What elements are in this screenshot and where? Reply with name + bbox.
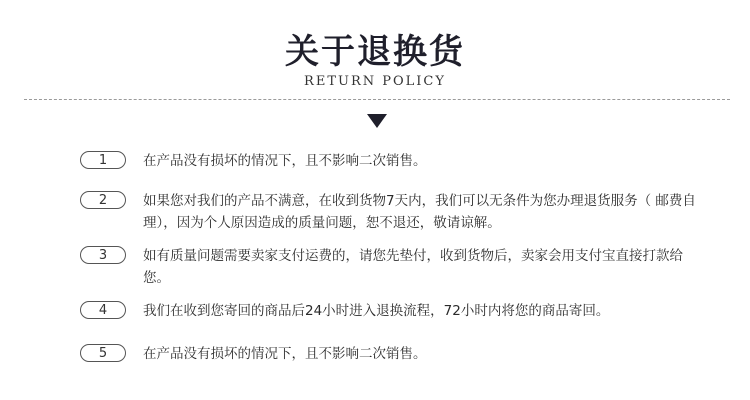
item-number-badge: 3 xyxy=(80,246,126,264)
policy-item-4 xyxy=(80,300,720,322)
item-text: 在产品没有损坏的情况下，且不影响二次销售。 xyxy=(143,153,427,169)
item-number-badge: 2 xyxy=(80,191,126,209)
down-triangle-icon xyxy=(365,111,389,131)
policy-item-2 xyxy=(80,190,720,234)
item-text: 如有质量问题需要卖家支付运费的，请您先垫付，收到货物后，卖家会用支付宝直接打款给您。 xyxy=(143,248,683,286)
item-number-badge: 1 xyxy=(80,151,126,169)
page-title: 关于退换货 xyxy=(285,32,465,72)
policy-item-5 xyxy=(80,343,720,365)
item-number-badge: 5 xyxy=(80,344,126,362)
page-subtitle: RETURN POLICY xyxy=(304,74,446,89)
policy-item-3 xyxy=(80,245,720,289)
policy-item-1 xyxy=(80,150,720,172)
item-number-badge: 4 xyxy=(80,301,126,319)
item-text: 如果您对我们的产品不满意，在收到货物7天内，我们可以无条件为您办理退货服务（ 邮费自理），因为个人原因造成的质量问题，恕不退还，敬请谅解。 xyxy=(143,193,696,231)
item-text: 在产品没有损坏的情况下，且不影响二次销售。 xyxy=(143,346,427,362)
dashed-divider xyxy=(24,99,730,100)
item-text: 我们在收到您寄回的商品后24小时进入退换流程，72小时内将您的商品寄回。 xyxy=(143,303,610,319)
